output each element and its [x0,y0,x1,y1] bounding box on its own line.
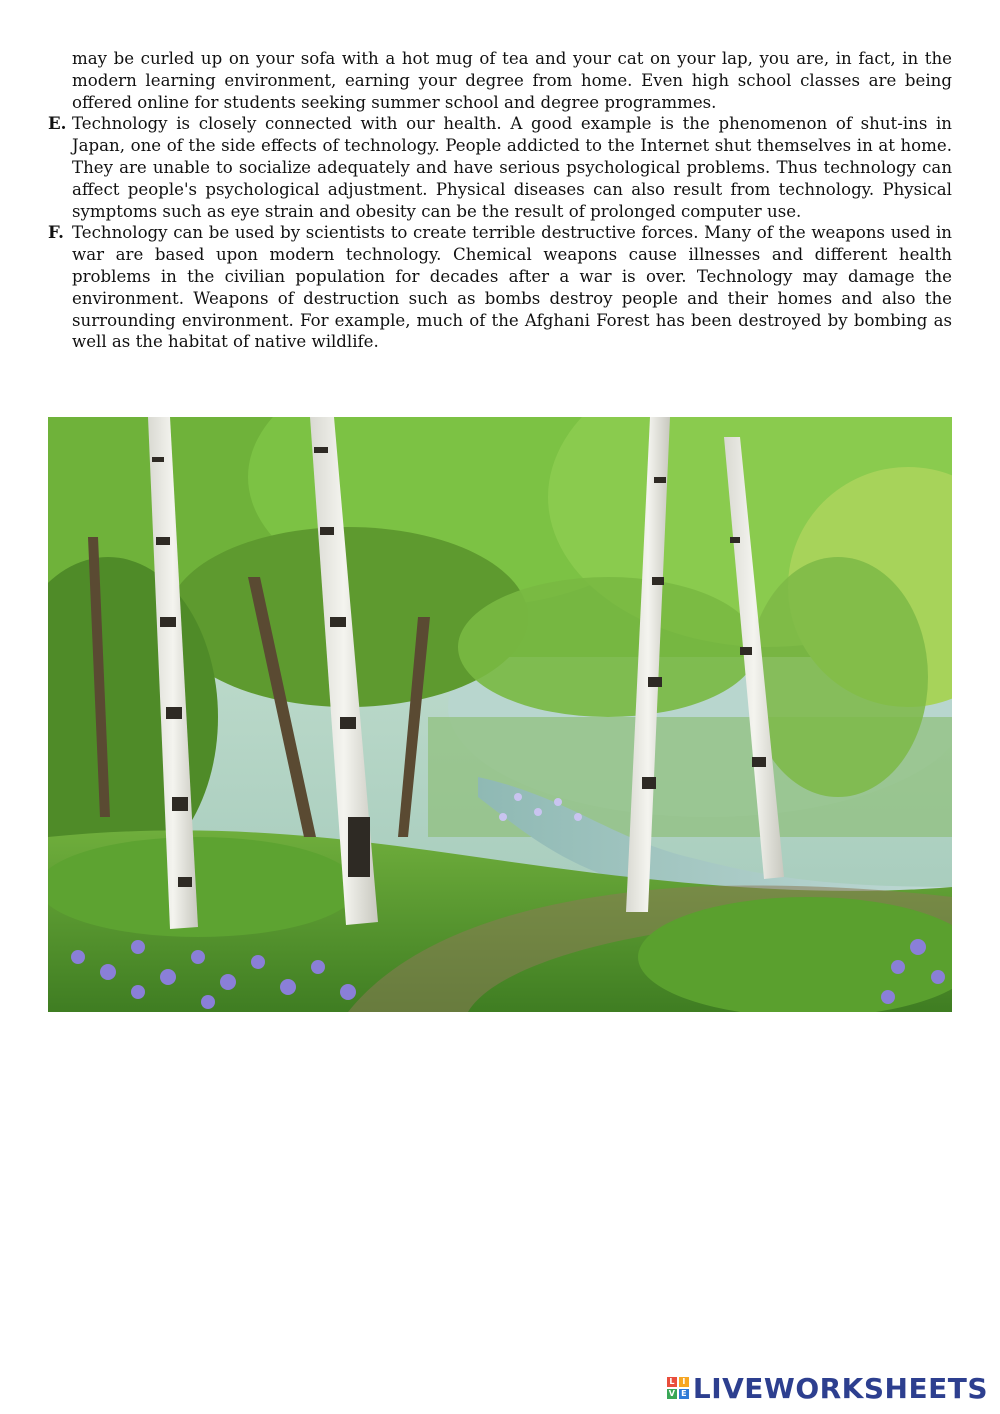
paragraph-letter: E. [48,113,67,134]
paragraph-e [48,113,952,222]
logo-mark-letter: I [679,1377,689,1387]
paragraph-text: Technology can be used by scientists to create terrible destructive forces. Many of the weapons used in war are based upon modern technology. Chemical weapons cause illnesses and different health problems in the civilian population for decades after a war is over. Technology may damage the environment. Weapons of destruction such as bombs destroy people and their homes and also the surrounding environment. For example, much of the Afghani Forest has been destroyed by bombing as well as the habitat of native wildlife. [72,223,952,352]
logo-mark-letter: E [679,1389,689,1399]
logo-mark-letter: L [667,1377,677,1387]
paragraph-text: Technology is closely connected with our health. A good example is the phenomenon of shut-ins in Japan, one of the side effects of technology. People addicted to the Internet shut themselves in at home. They are unable to socialize adequately and have serious psychological problems. Thus technology can affect people's psychological adjustment. Physical diseases can also result from technology. Physical symptoms such as eye strain and obesity can be the result of prolonged computer use. [72,114,952,221]
liveworksheets-logo[interactable] [667,1370,988,1406]
paragraph-f [48,222,952,353]
paragraph-text: may be curled up on your sofa with a hot mug of tea and your cat on your lap, you are, in fact, in the modern learning environment, earning your degree from home. Even high school classes are being offered online for students seeking summer school and degree programmes. [72,49,952,112]
logo-mark-letter: V [668,1389,675,1398]
logo-text: LIVEWORKSHEETS [692,1371,988,1405]
paragraph-continuation [48,48,952,113]
birch-forest-image [48,417,952,1012]
logo-mark-icon [667,1377,689,1399]
paragraph-letter: F. [48,222,64,243]
document-text [48,48,952,353]
